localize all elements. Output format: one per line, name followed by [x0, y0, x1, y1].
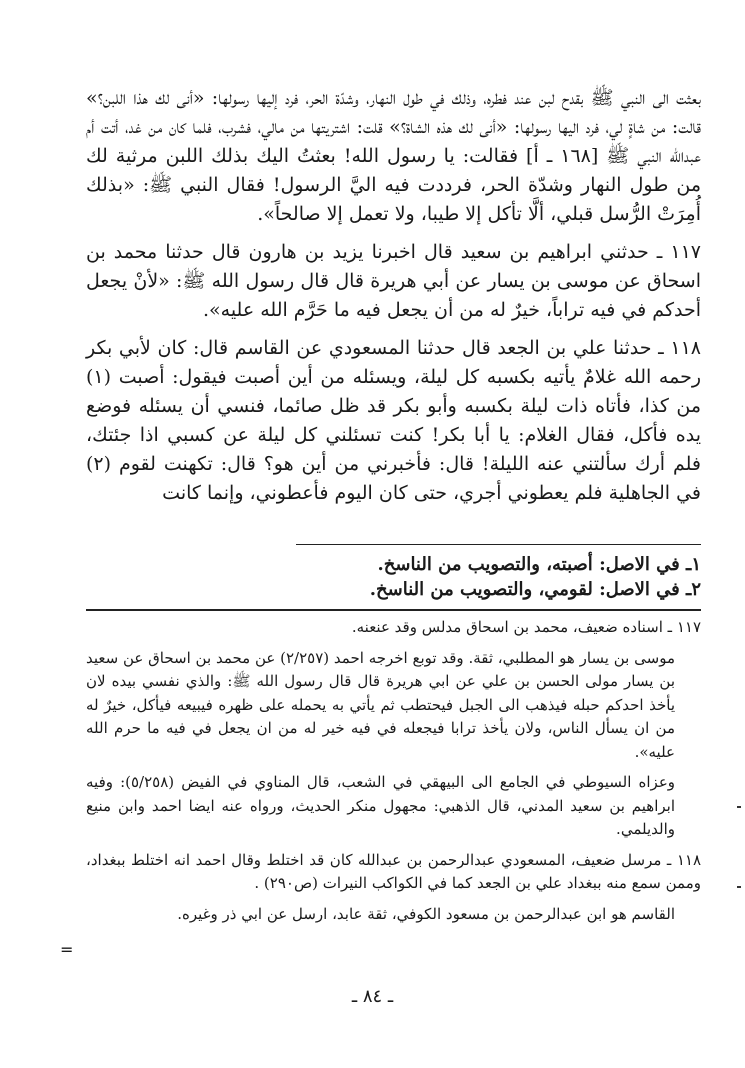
footnote-1: ١ـ في الاصل: أصبته، والتصويب من الناسخ. — [377, 554, 701, 575]
commentary-117-grading: ١١٧ ـ اسناده ضعيف، محمد بن اسحاق مدلس وقد عنعنه. — [351, 618, 701, 636]
commentary-118-narrator: القاسم هو ابن عبدالرحمن بن مسعود الكوفي، ثقة عابد، ارسل عن ابي ذر وغيره. — [177, 904, 675, 923]
scan-mark — [737, 806, 741, 808]
paragraph-hadith-117: ١١٧ ـ حدثني ابراهيم بن سعيد قال اخبرنا يزيد بن هارون قال حدثنا محمد بن اسحاق عن موسى بن يسار عن أبي هريرة قال قال رسول الله ﷺ: «لأنْ يجعل أحدكم في فيه تراباً، خيرٌ له من أن يجعل فيه ما حَرَّم الله عليه». — [86, 241, 701, 321]
main-text-body — [86, 84, 701, 517]
commentary-117-chain: موسى بن يسار هو المطلبي، ثقة. وقد توبع اخرجه احمد (٢/٢٥٧) عن محمد بن اسحاق عن سعيد بن يسار مولى الحسن بن علي عن ابي هريرة قال قال رسول الله ﷺ: والذي نفسي بيده لان يأخذ احدكم حبله فيذهب الى الجبل فيحتطب ثم يأتي به يحمله على ظهره فيبيعه فيأكل، خيرٌ له من ان يسأل الناس، ولان يأخذ ترابا فيجعله في فيه خير له من ان يجعل في فيه ما حرم الله عليه». — [86, 648, 675, 761]
commentary-117-attribution: وعزاه السيوطي في الجامع الى البيهقي في الشعب، قال المناوي في الفيض (٥/٢٥٨): وفيه ابراهيم بن سعيد المدني، قال الذهبي: مجهول منكر الحديث، ورواه عنه ايضا احمد وابن منيع والديلمي. — [86, 773, 676, 838]
page-number: ـ ٨٤ ـ — [351, 986, 394, 1007]
commentary-divider — [86, 609, 701, 611]
footnote-divider — [296, 544, 701, 545]
commentary-118-grading: ١١٨ ـ مرسل ضعيف، المسعودي عبدالرحمن بن عبدالله كان قد اختلط وقال احمد انه اختلط ببغداد، وممن سمع منه ببغداد علي بن الجعد كما في الكواكب النيرات (ص٢٩٠) . — [86, 850, 701, 892]
footnote-2: ٢ـ في الاصل: لقومي، والتصويب من الناسخ. — [369, 579, 701, 600]
scan-mark — [737, 886, 741, 888]
continuation-mark: = — [60, 940, 74, 959]
paragraph-continued-narration: بعثت الى النبي ﷺ بقدح لبن عند فطره، وذلك في طول النهار، وشدّة الحر، فرد إليها رسولها: «أنى لك هذا اللبن؟» قالت: من شاةٍ لي، فرد اليها رسولها: «أنى لك هذه الشاة؟» قلت: اشتريتها من مالي، فشرب، فلما كان من غد، أتت أم عبدالله النبي ﷺ [١٦٨ ـ أ] فقالت: يا رسول الله! بعثتُ اليك بذلك اللبن مرثية لك من طول النهار وشدّة الحر، فرددت فيه اليَّ الرسول! فقال النبي ﷺ: «بذلك أُمِرَتْ الرُّسل قبلي، ألَّا تأكل إلا طيبا، ولا تعمل إلا صالحاً». — [86, 87, 701, 225]
copyist-footnotes — [296, 552, 701, 602]
editor-commentary — [86, 616, 701, 933]
paragraph-hadith-118: ١١٨ ـ حدثنا علي بن الجعد قال حدثنا المسعودي عن القاسم قال: كان لأبي بكر رحمه الله غلامٌ يأتيه بكسبه كل ليلة، ويسئله من أين أصبت فيقول: أصبت (١) من كذا، فأتاه ذات ليلة بكسبه وأبو بكر قد ظل صائما، فنسي أن يسئله فوضع يده فأكل، فقال الغلام: يا أبا بكر! كنت تسئلني كل ليلة عن كسبي اذا جئتك، فلم أرك سألتني عنه الليلة! قال: فأخبرني من أين هو؟ قال: تكهنت لقوم (٢) في الجاهلية فلم يعطوني أجري، حتى كان اليوم فأعطوني، وإنما كانت — [86, 337, 701, 504]
